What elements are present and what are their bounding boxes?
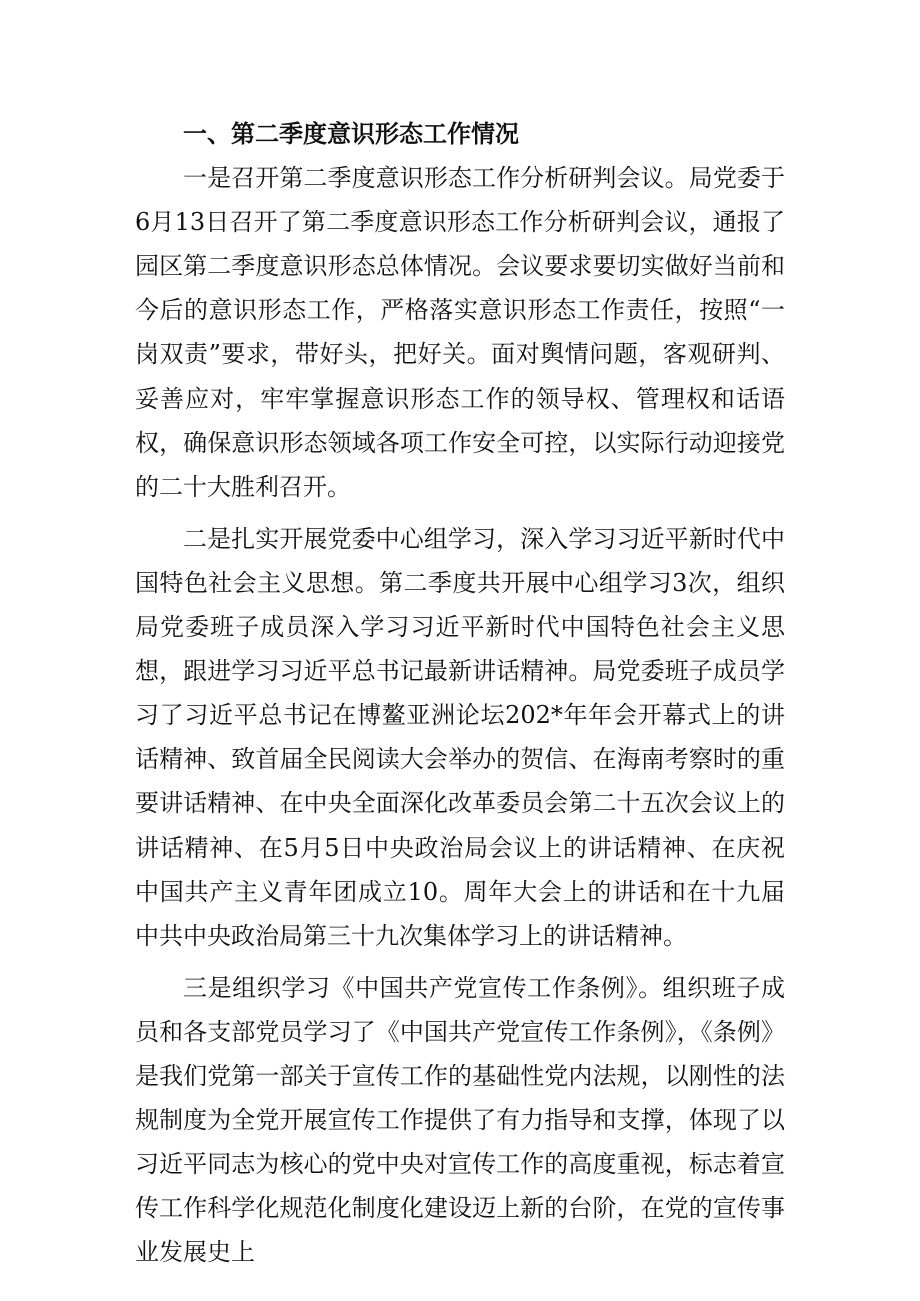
- paragraph-propaganda-regulations: 三是组织学习《中国共产党宣传工作条例》。组织班子成员和各支部党员学习了《中国共产党宣传工作条例》，《条例》是我们党第一部关于宣传工作的基础性党内法规，以刚性的法规制度为全党开展宣传工作提供了有力指导和支撑，体现了以习近平同志为核心的党中央对宣传工作的高度重视，标志着宣传工作科学化规范化制度化建设迈上新的台阶，在党的宣传事业发展史上: [135, 973, 785, 1267]
- paragraph-central-group-study: 二是扎实开展党委中心组学习，深入学习习近平新时代中国特色社会主义思想。第二季度共开展中心组学习3次，组织局党委班子成员深入学习习近平新时代中国特色社会主义思想，跟进学习习近平总书记最新讲话精神。局党委班子成员学习了习近平总书记在博鳌亚洲论坛202*年年会开幕式上的讲话精神、致首届全民阅读大会举办的贺信、在海南考察时的重要讲话精神、在中央全面深化改革委员会第二十五次会议上的讲话精神、在5月5日中央政治局会议上的讲话精神、在庆祝中国共产主义青年团成立10。周年大会上的讲话和在十九届中共中央政治局第三十九次集体学习上的讲话精神。: [135, 524, 785, 950]
- section-heading: 一、第二季度意识形态工作情况: [183, 120, 519, 148]
- paragraph-ideology-meeting: 一是召开第二季度意识形态工作分析研判会议。局党委于6月13日召开了第二季度意识形态工作分析研判会议，通报了园区第二季度意识形态总体情况。会议要求要切实做好当前和今后的意识形态工作，严格落实意识形态工作责任，按照“一岗双责”要求，带好头，把好关。面对舆情问题，客观研判、妥善应对，牢牢掌握意识形态工作的领导权、管理权和话语权，确保意识形态领域各项工作安全可控，以实际行动迎接党的二十大胜利召开。: [135, 164, 785, 501]
- document-body: [135, 112, 785, 1274]
